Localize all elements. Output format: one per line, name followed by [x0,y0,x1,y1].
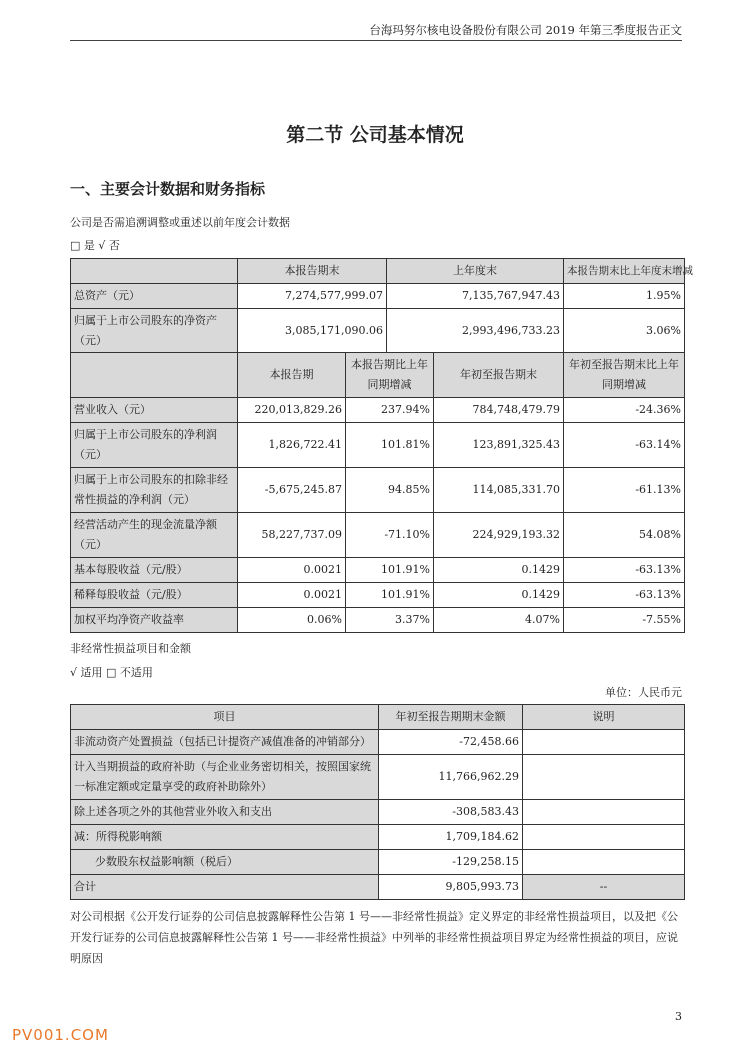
header-cell: 项目 [71,705,379,730]
table-row [71,398,685,423]
table-row [71,875,685,900]
cell: 220,013,829.26 [238,398,346,423]
cell: 101.91% [346,558,434,583]
table-row [71,558,685,583]
cell: 7,135,767,947.43 [387,284,564,309]
header-cell: 本报告期末比上年度末增减 [564,259,685,284]
row-label: 计入当期损益的政府补助（与企业业务密切相关，按照国家统一标准定额或定量享受的政府补助除外） [71,755,379,800]
table-row [71,800,685,825]
income-table [70,352,685,633]
cell: 1.95% [564,284,685,309]
row-label: 合计 [71,875,379,900]
restate-question: 公司是否需追溯调整或重述以前年度会计数据 [70,216,290,229]
header-rule [70,40,682,41]
cell: 0.1429 [434,558,564,583]
row-label: 总资产（元） [71,284,238,309]
header-cell: 上年度末 [387,259,564,284]
table-header-row [71,259,685,284]
cell: -- [523,875,685,900]
unit-label: 单位：人民币元 [605,686,682,699]
cell: 123,891,325.43 [434,423,564,468]
cell: 2,993,496,733.23 [387,309,564,354]
table-row [71,423,685,468]
cell: -63.13% [564,558,685,583]
watermark: PV001.COM [12,1026,109,1044]
table-row [71,284,685,309]
row-label: 除上述各项之外的其他营业外收入和支出 [71,800,379,825]
cell: 0.06% [238,608,346,633]
cell: 224,929,193.32 [434,513,564,558]
table-header-row [71,353,685,398]
cell: 9,805,993.73 [379,875,523,900]
cell: 1,826,722.41 [238,423,346,468]
cell: -129,258.15 [379,850,523,875]
cell: 54.08% [564,513,685,558]
row-label: 基本每股收益（元/股） [71,558,238,583]
row-label: 经营活动产生的现金流量净额（元） [71,513,238,558]
table-row [71,755,685,800]
cell [523,730,685,755]
cell: 237.94% [346,398,434,423]
section-heading: 一、主要会计数据和财务指标 [70,180,266,198]
nonrecurring-label: 非经常性损益项目和金额 [70,642,191,655]
table-row [71,825,685,850]
header-cell [71,259,238,284]
cell: 114,085,331.70 [434,468,564,513]
header-cell: 年初至报告期末 [434,353,564,398]
nonrecurring-table [70,704,685,900]
balance-table [70,258,693,354]
row-label: 归属于上市公司股东的扣除非经常性损益的净利润（元） [71,468,238,513]
header-cell: 说明 [523,705,685,730]
table-row [71,513,685,558]
header-cell: 本报告期 [238,353,346,398]
page-title: 第二节 公司基本情况 [286,124,464,146]
cell: -71.10% [346,513,434,558]
restate-choice: □ 是 √ 否 [70,239,120,252]
cell: 101.81% [346,423,434,468]
cell: -63.14% [564,423,685,468]
header-cell: 本报告期比上年同期增减 [346,353,434,398]
header-cell: 年初至报告期末比上年同期增减 [564,353,685,398]
cell: 94.85% [346,468,434,513]
row-label: 减：所得税影响额 [71,825,379,850]
row-label: 少数股东权益影响额（税后） [71,850,379,875]
row-label: 归属于上市公司股东的净利润（元） [71,423,238,468]
cell: -24.36% [564,398,685,423]
cell: 3,085,171,090.06 [238,309,387,354]
applicable-choice: √ 适用 □ 不适用 [70,666,153,679]
row-label: 非流动资产处置损益（包括已计提资产减值准备的冲销部分） [71,730,379,755]
header-cell: 年初至报告期期末金额 [379,705,523,730]
cell: -308,583.43 [379,800,523,825]
table-row [71,309,685,354]
table-row [71,468,685,513]
table-row [71,730,685,755]
table-row [71,608,685,633]
cell: 0.0021 [238,583,346,608]
page-number: 3 [675,1010,682,1023]
cell: -7.55% [564,608,685,633]
cell [523,800,685,825]
row-label: 营业收入（元） [71,398,238,423]
cell: 0.1429 [434,583,564,608]
cell: 11,766,962.29 [379,755,523,800]
header-cell [71,353,238,398]
cell: 784,748,479.79 [434,398,564,423]
table-header-row [71,705,685,730]
row-label: 加权平均净资产收益率 [71,608,238,633]
cell: 101.91% [346,583,434,608]
cell: -5,675,245.87 [238,468,346,513]
cell: 3.37% [346,608,434,633]
cell: 4.07% [434,608,564,633]
cell: -63.13% [564,583,685,608]
cell: -61.13% [564,468,685,513]
cell [523,825,685,850]
cell: 7,274,577,999.07 [238,284,387,309]
cell: 3.06% [564,309,685,354]
cell: 58,227,737.09 [238,513,346,558]
table-row [71,850,685,875]
cell [523,755,685,800]
footnote: 对公司根据《公开发行证券的公司信息披露解释性公告第 1 号——非经常性损益》定义界定的非经常性损益项目，以及把《公开发行证券的公司信息披露解释性公告第 1 号——非经常性损益》中列举的非经常性损益项目界定为经常性损益的项目，应说明原因 [70,910,678,965]
cell [523,850,685,875]
header-cell: 本报告期末 [238,259,387,284]
row-label: 稀释每股收益（元/股） [71,583,238,608]
table-row [71,583,685,608]
cell: 0.0021 [238,558,346,583]
row-label: 归属于上市公司股东的净资产（元） [71,309,238,354]
running-header: 台海玛努尔核电设备股份有限公司 2019 年第三季度报告正文 [369,23,682,37]
cell: -72,458.66 [379,730,523,755]
cell: 1,709,184.62 [379,825,523,850]
